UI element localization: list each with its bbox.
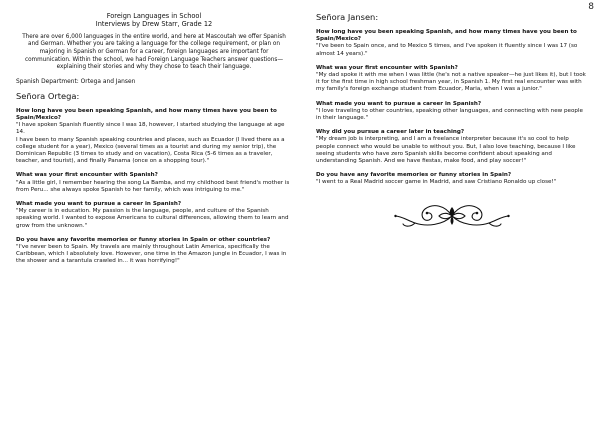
jansen-answer-1: "I've been to Spain once, and to Mexico 5 times, and I've spoken it fluently since I was 17 (so almost 14 years)."	[316, 43, 578, 57]
ortega-heading: Señora Ortega:	[16, 90, 80, 101]
ortega-answer-4: "I've never been to Spain. My travels are mainly throughout Latin America, specifically the Caribbean, which I absolutely love. However, one time in the Amazon jungle in Ecuador, I was in the shower and a tarantula crawled in... it was horrifying!"	[16, 244, 287, 265]
ortega-question-2: What was your first encounter with Spanish?	[16, 172, 158, 179]
article-byline: Interviews by Drew Starr, Grade 12	[95, 20, 213, 29]
jansen-question-4: Why did you pursue a career later in teaching?	[316, 129, 465, 136]
jansen-answer-5: "I went to a Real Madrid soccer game in Madrid, and saw Cristiano Ronaldo up close!"	[316, 179, 557, 186]
jansen-question-3: What made you want to pursue a career in Spanish?	[316, 100, 482, 107]
right-column	[316, 12, 588, 233]
ortega-question-4: Do you have any favorite memories or funny stories in Spain or other countries?	[16, 236, 271, 243]
jansen-answer-2: "My dad spoke it with me when I was little (he's not a native speaker—he just likes it), but I took it for the first time in high school freshman year, in Spanish 1. My first real encounter was with my family's foreign exchange student from Ecuador, Maria, when I was a junior."	[316, 72, 586, 93]
jansen-question-5: Do you have any favorite memories or funny stories in Spain?	[316, 172, 512, 179]
ortega-question-3: What made you want to pursue a career in Spanish?	[16, 201, 182, 208]
ortega-answer-3: "My career is in education. My passion is the language, people, and culture of the Spanish speaking world. I wanted to expose Americans to cultural differences, allowing them to learn and grow from the unknown."	[16, 208, 289, 229]
article-intro: There are over 6,000 languages in the entire world, and here at Mascoutah we offer Spanish and German. Whether you are taking a language for the college requirement, or plan on majoring in Spanish or German for a career, foreign languages are important for communication. Within the school, we had Foreign Language Teachers answer questions—explaining their stories and why they chose to teach their language.	[22, 33, 286, 71]
jansen-heading: Señora Jansen:	[316, 12, 379, 22]
article-title: Foreign Languages in School	[106, 12, 202, 20]
ortega-question-1: How long have you been speaking Spanish, and how many times have you been to Spain/Mexico?	[16, 107, 277, 121]
left-column	[16, 12, 292, 273]
page-number: 8	[588, 2, 594, 12]
department-line: Spanish Department: Ortega and Jansen	[16, 78, 136, 85]
jansen-question-1: How long have you been speaking Spanish, and how many times have you been to Spain/Mexico?	[316, 29, 577, 43]
flourish-divider-icon	[393, 199, 511, 233]
article-title-block	[16, 12, 292, 29]
ortega-answer-1: "I have spoken Spanish fluently since I was 18, however, I started studying the language at age 14. I have been to many Spanish speaking countries and places, such as Ecuador (I lived there as a college student for a year), Mexico (several times as a tourist and during my senior trip), the Dominican Republic (3 times to study and on vacation), Costa Rica (5-6 times as a traveler, teacher, and tourist), and finally Panama (once on a shopping tour)."	[16, 122, 285, 165]
jansen-answer-3: "I love traveling to other countries, speaking other languages, and connecting with new people in their language."	[316, 107, 583, 122]
jansen-answer-4: "My dream job is interpreting, and I am a freelance interpreter because it's so cool to help people connect who would be unable to without you. But, I also love teaching, because I like seeing students who have zero Spanish skills become confident about speaking and understanding Spanish. And we have fiestas, make food, and play soccer!"	[316, 136, 576, 165]
jansen-question-2: What was your first encounter with Spanish?	[316, 64, 458, 71]
ortega-answer-2: "As a little girl, I remember hearing the song La Bamba, and my childhood best friend's mother is from Peru... she always spoke Spanish to her family, which was intriguing to me."	[16, 179, 290, 193]
